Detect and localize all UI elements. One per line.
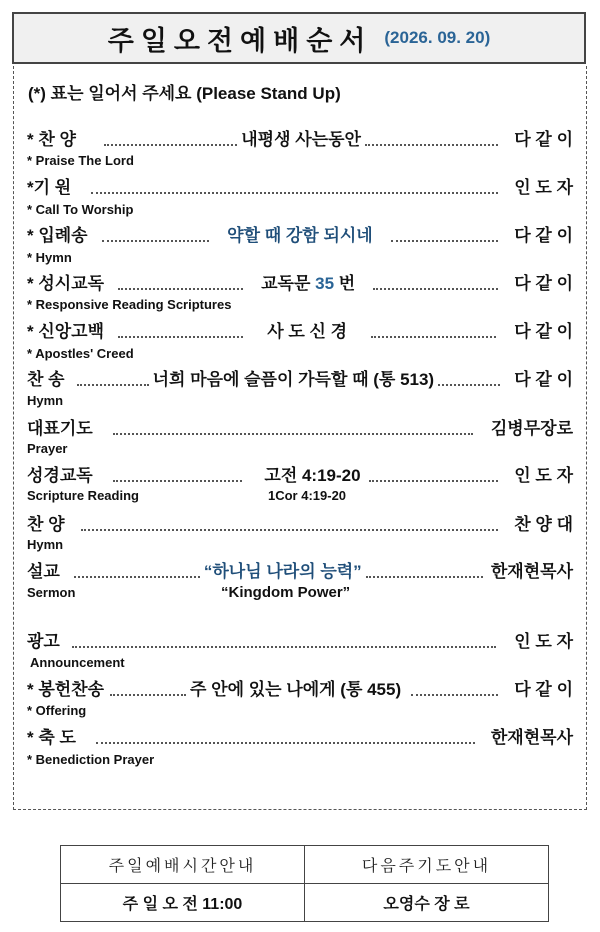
table-row — [61, 846, 549, 884]
item-entrance-hymn — [27, 220, 573, 246]
item-hymn — [27, 364, 573, 390]
item-english: Announcement — [30, 655, 125, 670]
reading-number: 35 — [315, 274, 335, 293]
item-label: * 성시교독 — [27, 274, 105, 293]
item-label: 대표기도 — [27, 419, 93, 438]
item-leader: 다 같 이 — [514, 226, 573, 245]
item-leader: 다 같 이 — [514, 130, 573, 149]
item-choir — [27, 509, 573, 535]
item-english: * Call To Worship — [27, 202, 134, 217]
reading-suffix: 번 — [334, 274, 356, 293]
item-label: 광고 — [27, 632, 60, 651]
item-english: Sermon — [27, 585, 76, 600]
leader-dots — [96, 742, 475, 744]
service-date: (2026. 09. 20) — [384, 28, 491, 47]
item-english: Hymn — [27, 537, 64, 552]
item-english: * Offering — [27, 703, 87, 718]
item-label: 설교 — [27, 562, 60, 581]
reading-prefix: 교독문 — [261, 274, 316, 293]
item-detail: 고전 4:19-20 — [264, 466, 361, 485]
item-leader: 인 도 자 — [514, 466, 573, 485]
leader-dots — [391, 240, 499, 242]
item-label: *기 원 — [27, 178, 72, 197]
page-title: 주일오전예배순서 — [107, 25, 373, 56]
leader-dots — [72, 646, 496, 648]
item-responsive-reading — [27, 268, 573, 294]
item-english: Prayer — [27, 441, 68, 456]
item-leader: 한재현목사 — [490, 562, 573, 581]
item-detail: 주 안에 있는 나에게 (통 455) — [190, 680, 402, 699]
item-label: 성경교독 — [27, 466, 93, 485]
schedule-table — [60, 845, 549, 922]
item-detail: “하나님 나라의 능력” — [203, 562, 362, 581]
next-prayer-header: 다음주기도안내 — [305, 846, 549, 884]
leader-dots — [104, 144, 237, 146]
item-prayer — [27, 413, 573, 439]
leader-dots — [113, 433, 473, 435]
leader-dots — [371, 336, 496, 338]
item-label: * 찬 양 — [27, 130, 76, 149]
item-offering — [27, 674, 573, 700]
item-creed — [27, 316, 573, 342]
item-sermon — [27, 556, 573, 582]
item-praise — [27, 124, 573, 150]
item-detail: 사 도 신 경 — [267, 322, 348, 341]
item-label: * 봉헌찬송 — [27, 680, 105, 699]
item-detail: 너희 마음에 슬픔이 가득할 때 (통 513) — [152, 370, 435, 389]
item-leader: 다 같 이 — [514, 274, 574, 293]
item-label: 찬 양 — [27, 515, 65, 534]
item-detail: 약할 때 강함 되시네 — [227, 226, 373, 245]
leader-dots — [77, 384, 149, 386]
leader-dots — [102, 240, 210, 242]
item-leader: 찬 양 대 — [514, 515, 573, 534]
item-detail — [261, 274, 355, 294]
item-label: 찬 송 — [27, 370, 65, 389]
item-english: * Hymn — [27, 250, 72, 265]
service-time-value: 주 일 오 전 11:00 — [61, 884, 305, 922]
leader-dots — [411, 694, 498, 696]
item-leader: 김병무장로 — [490, 419, 573, 438]
item-leader: 인 도 자 — [514, 178, 573, 197]
item-english: * Responsive Reading Scriptures — [27, 297, 232, 312]
table-row — [61, 884, 549, 922]
leader-dots — [110, 694, 186, 696]
leader-dots — [118, 288, 243, 290]
item-english: Scripture Reading — [27, 488, 139, 503]
item-english-detail: “Kingdom Power” — [221, 584, 351, 601]
item-english: * Benediction Prayer — [27, 752, 155, 767]
item-label: * 신앙고백 — [27, 322, 105, 341]
item-english: Hymn — [27, 393, 64, 408]
item-announcement — [27, 626, 573, 652]
item-call-to-worship — [27, 172, 573, 198]
item-leader: 한재현목사 — [490, 728, 573, 747]
leader-dots — [373, 288, 498, 290]
leader-dots — [366, 576, 483, 578]
leader-dots — [365, 144, 498, 146]
item-label: * 축 도 — [27, 728, 76, 747]
item-benediction — [27, 722, 573, 748]
leader-dots — [91, 192, 498, 194]
leader-dots — [369, 480, 499, 482]
leader-dots — [113, 480, 243, 482]
leader-dots — [74, 576, 200, 578]
item-scripture — [27, 460, 573, 486]
item-leader: 다 같 이 — [514, 370, 573, 389]
stand-up-notice: (*) 표는 일어서 주세요 (Please Stand Up) — [28, 84, 341, 103]
item-english: * Apostles' Creed — [27, 346, 134, 361]
item-leader: 다 같 이 — [514, 322, 574, 341]
leader-dots — [438, 384, 500, 386]
item-leader: 인 도 자 — [514, 632, 573, 651]
item-leader: 다 같 이 — [514, 680, 573, 699]
item-detail: 내평생 사는동안 — [241, 130, 361, 149]
item-english-detail: 1Cor 4:19-20 — [268, 488, 347, 503]
next-prayer-value: 오영수 장 로 — [305, 884, 549, 922]
leader-dots — [81, 529, 499, 531]
item-english: * Praise The Lord — [27, 153, 134, 168]
item-label: * 입례송 — [27, 226, 88, 245]
service-time-header: 주일예배시간안내 — [61, 846, 305, 884]
order-title-box — [12, 12, 586, 64]
leader-dots — [118, 336, 243, 338]
